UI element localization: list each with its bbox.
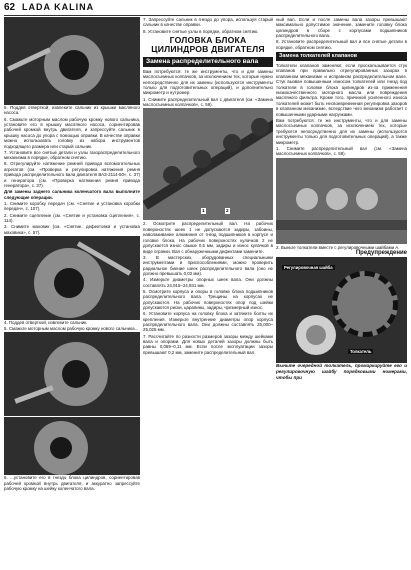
callout-shim: Регулировочная шайба — [284, 265, 333, 271]
photo-oil-pump-seal — [4, 17, 140, 105]
paragraph: 8. Установите снятые узлы в порядке, обратном снятию. — [143, 28, 259, 34]
page-header — [4, 2, 407, 16]
paragraph: 1. Снимите распределительный вал (см. «Замена маслосъемных колпачков», с. 59). — [276, 145, 407, 157]
paragraph: 6. Установите корпуса на головку блока и затяните болты их крепления. Измерьте внутренние диаметры опор корпуса распределительного вала. Они должны составлять 25,000–25,025 мм. — [143, 311, 273, 333]
column-middle — [143, 17, 273, 567]
paragraph: 7. Рассчитайте по разности размеров зазоры между шейками вала и опорами. Для новых деталей зазоры должны быть равны 0,069–0,11 мм. Если после эксплуатации зазоры превышают 0,2 мм, замените распределительный вал. — [143, 333, 273, 355]
paragraph: 2. Выньте толкатели вместе с регулировочными шайбами А. — [276, 244, 400, 250]
photo-seal-installation — [4, 417, 140, 475]
warning-heading: Предупреждение — [355, 249, 407, 256]
paragraph: 6. Смажьте моторным маслом рабочую кромку нового сальника, установите его в крышку масляного насоса, сориентировав рабочей кромкой внутрь двигателя, и запрессуйте сальник в крышку насоса до упора с помощью оправки. В качестве оправки можно использовать головку из набора инструментов подходящего размера или старый сальник. — [4, 116, 140, 149]
paragraph: Вам потребуются: те же инструменты, что и для замены маслосъемных колпачков, за исключением тех, которые требуются непосредственно для их замены (используются инструменты только для подготовительных операций), а также микрометр. — [276, 117, 407, 145]
paragraph: 5. Осмотрите корпуса и опоры в головке блока подшипников распределительного вала. Трещины на корпусах не допускаются. На рабочих поверхностях опор под шейки допускаются риски, царапины, задиры, чрезмерный износ. — [143, 288, 273, 310]
paragraph: 8. Отрегулируйте натяжение ремней привода вспомогательных агрегатов (см. «Проверка и регулировка натяжения ремня привода распределительного вала двигателя ВАЗ-2114-50», с. 37) и генератора (см. «Проверка натяжения ремня привода генератора», с. 37). — [4, 161, 140, 189]
running-title: LADA KALINA — [22, 2, 95, 12]
paragraph: Толкатели клапанов заменяют, если проскальзывается стук клапанов при правильно отрегулированных зазорах в клапанном механизме и исправном распределительном вале. Стук вызван повышенным износом толкателей или гнезд под толкатели в головке блока цилиндров из-за применения низкокачественного моторного масла или повреждения масляного фильтра. Кроме того, причиной усиленного износа толкателей может быть несвоевременная регулировка зазоров в клапанном механизме, вследствие чего механизм работает с повышенными ударными нагрузками. — [276, 63, 407, 117]
callout-tappet: Толкатель — [350, 349, 372, 355]
subsection-band: Замена толкателей клапанов — [276, 52, 407, 61]
paragraph: ный вал. Если и после замены вала зазоры превышают максимально допустимое значение, замените головку блока цилиндров в сборе с корпусами подшипников распределительного вала. — [276, 17, 407, 39]
paragraph: 4. Поддев отверткой, извлеките сальник. — [4, 319, 88, 325]
page-number: 62 — [4, 2, 16, 13]
paragraph: 2. Снимите сцепление (см. «Снятие и установка сцепления», с. 114). — [4, 212, 140, 223]
photo-camshaft — [143, 108, 273, 220]
paragraph: 1. Снимите коробку передач (см. «Снятие и установка коробки передач», с. 107). — [4, 200, 140, 212]
paragraph: 3. Снимите маховик (см. «Снятие, дефектовка и установка маховика», с. 57). — [4, 224, 140, 235]
photo-rear-seal-removal — [4, 236, 140, 320]
column-left — [4, 17, 140, 567]
paragraph: 5. Поддев отверткой, извлеките сальник из крышки масляного насоса. — [4, 105, 140, 116]
paragraph: 1. Снимите распределительный вал с двигателя (см. «Замена маслосъемных колпачков», с. 59). — [143, 96, 273, 108]
paragraph: Для замены заднего сальника коленчатого вала выполните следующие операции. — [4, 189, 140, 200]
figure-caption: Выньте очередной толкатель, промаркируйте его и регулировочную шайбу порядковыми номерами, чтобы при — [276, 363, 407, 380]
paragraph: 5. Смажьте моторным маслом рабочую кромку нового сальника... — [4, 326, 139, 332]
column-right — [276, 17, 407, 567]
paragraph: 4. Измерьте диаметры опорных шеек вала. Они должны составлять 24,915–24,931 мм. — [143, 277, 273, 288]
photo-tappet-and-shim — [276, 257, 407, 363]
paragraph: 8. Установите распределительный вал и все снятые детали в порядке, обратном снятию. — [276, 39, 407, 50]
photo-seal-lubrication — [4, 332, 140, 416]
paragraph: 7. Запрессуйте сальник в гнездо до упора, используя старый сальник в качестве оправки. — [143, 17, 273, 28]
paragraph: 2. Осмотрите распределительный вал. На рабочих поверхностях шеек 1 не допускаются задиры, забоины, наволакивание алюминия от гнезд подшипников в корпусе и головке блока. На рабочих поверхностях кулачков 2 не допускается износ свыше 0,5 мм, задиры и износ кулачков в виде огранки. Вал с обнаруженными дефектами замените. — [143, 221, 273, 254]
photo-tappets-removal — [276, 158, 407, 244]
subsection-band: Замена распределительного вала — [143, 57, 273, 67]
section-title: ГОЛОВКА БЛОКА ЦИЛИНДРОВ ДВИГАТЕЛЯ — [151, 35, 265, 55]
paragraph: Вам потребуются: те же инструменты, что и для замены маслосъемных колпачков, за исключением тех, которые нужно непосредственно для их замены (используются инструменты только для подготовительных операций), и дополнительно микрометр и нутромер. — [143, 68, 273, 96]
paragraph: 7. Установите все снятые детали и узлы газораспределительного механизма в порядке, обратном снятию. — [4, 149, 140, 161]
figure-label-1: 1 — [202, 208, 205, 214]
paragraph: 3. В мастерских, оборудованных специальными инструментами и приспособлениями, можно проверить радиальное биение шеек распределительного вала (оно не должно превышать 0,02 мм). — [143, 254, 273, 276]
figure-label-2: 2 — [226, 208, 229, 214]
paragraph: 6. ...установите его в гнездо блока цилиндров, сориентировав рабочей кромкой внутрь двигателя, и аккуратно запрессуйте рабочую кромку на шейку коленчатого вала. — [4, 475, 140, 492]
